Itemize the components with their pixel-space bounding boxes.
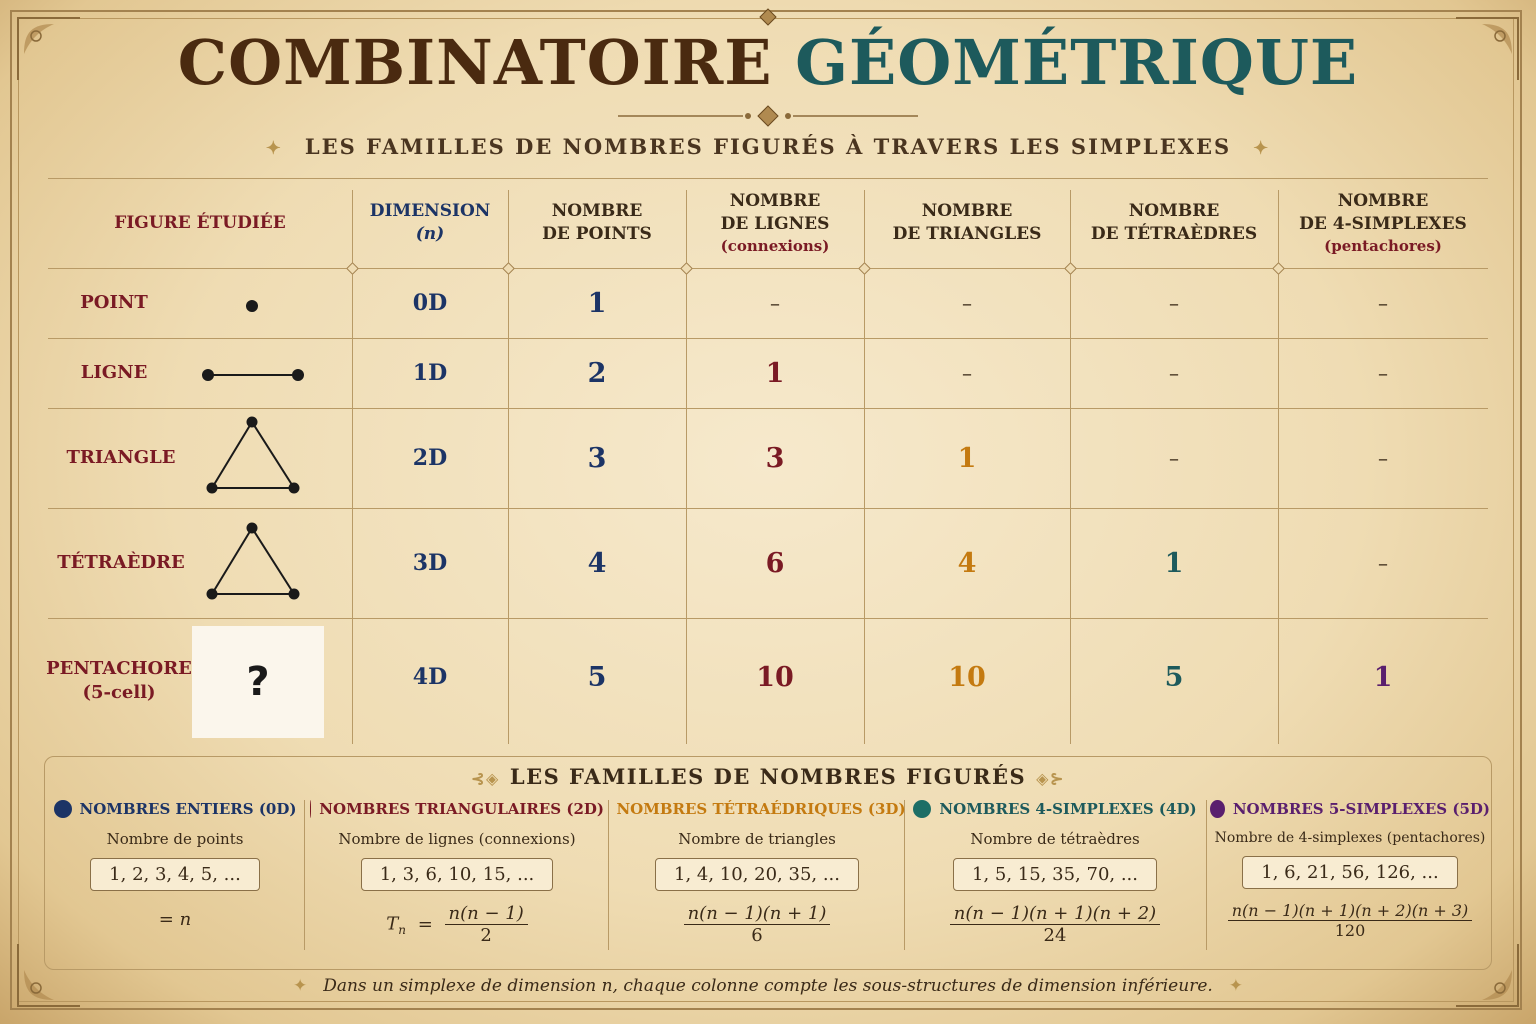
dimension-value: 0D	[412, 290, 448, 316]
family-description: Nombre de points	[106, 830, 244, 848]
header-dimension-var: (n)	[415, 224, 445, 244]
formula-denominator: 24	[1043, 925, 1067, 946]
footer-note	[0, 976, 1536, 996]
tetraedres-value: –	[1169, 291, 1179, 315]
families-title-text: LES FAMILLES DE NOMBRES FIGURÉS	[509, 764, 1027, 789]
triangle-icon	[190, 412, 320, 502]
formula-numerator: n(n − 1)	[445, 903, 528, 925]
formula-numerator: n(n − 1)(n + 1)(n + 2)	[950, 903, 1160, 925]
star-ornament-icon: ✦	[292, 976, 308, 996]
header-triangles	[864, 178, 1070, 268]
family-formula	[612, 903, 902, 946]
figure-name: TÉTRAÈDRE	[57, 551, 185, 573]
family-5-simplexes	[1210, 800, 1490, 960]
tetrahedron-icon	[190, 516, 320, 610]
points-value: 1	[587, 287, 607, 319]
lignes-value: 10	[756, 661, 794, 693]
formula-subscript: n	[398, 923, 406, 938]
family-formula	[310, 903, 604, 946]
title-part-2: GÉOMÉTRIQUE	[795, 26, 1359, 99]
family-triangulaires	[310, 800, 604, 960]
triangles-value: 10	[948, 661, 986, 693]
family-description: Nombre de tétraèdres	[970, 830, 1140, 848]
lignes-value: –	[770, 291, 780, 315]
red-dot-icon	[310, 800, 311, 818]
header-dimension-label: DIMENSION	[369, 201, 491, 222]
family-description: Nombre de 4-simplexes (pentachores)	[1214, 830, 1486, 846]
simplexes-value: –	[1378, 291, 1388, 315]
star-ornament-icon: ✦	[265, 138, 283, 159]
dimension-value: 1D	[412, 360, 448, 386]
points-value: 5	[587, 661, 607, 693]
header-lignes	[686, 178, 864, 268]
simplexes-value: –	[1378, 446, 1388, 470]
subtitle	[0, 134, 1536, 159]
points-value: 2	[587, 357, 607, 389]
subtitle-text: LES FAMILLES DE NOMBRES FIGURÉS À TRAVERS LES SIMPLEXES	[304, 134, 1232, 159]
family-sequence: 1, 6, 21, 56, 126, ...	[1242, 856, 1457, 889]
header-simplex-l3: (pentachores)	[1324, 236, 1442, 255]
header-lignes-l1: NOMBRE	[729, 190, 821, 211]
question-mark-icon: ?	[246, 659, 270, 705]
page-title	[0, 26, 1536, 99]
header-points-l2: DE POINTS	[542, 224, 652, 244]
header-figure	[48, 178, 352, 268]
purple-dot-icon	[1210, 800, 1225, 818]
family-sequence: 1, 5, 15, 35, 70, ...	[953, 858, 1157, 891]
family-formula	[1210, 901, 1490, 940]
tetraedres-value: 5	[1164, 661, 1184, 693]
row-figure-name	[48, 268, 180, 338]
points-value: 4	[587, 547, 607, 579]
lignes-value: 1	[765, 357, 785, 389]
figure-name: PENTACHORE	[46, 657, 192, 679]
tetraedres-value: 1	[1164, 547, 1184, 579]
family-4-simplexes	[908, 800, 1202, 960]
star-ornament-icon: ✦	[1253, 138, 1271, 159]
family-header	[1210, 800, 1490, 818]
title-divider-ornament-icon	[618, 104, 918, 128]
family-title: NOMBRES 4-SIMPLEXES (4D)	[939, 800, 1197, 818]
figure-name: LIGNE	[80, 361, 148, 383]
header-simplexes	[1278, 178, 1488, 268]
footer-text: Dans un simplexe de dimension n, chaque colonne compte les sous-structures de dimension inférieure.	[323, 976, 1213, 996]
header-points-l1: NOMBRE	[551, 201, 643, 222]
family-sequence: 1, 3, 6, 10, 15, ...	[361, 858, 554, 891]
ornament-icon: ⊰◈	[471, 769, 500, 788]
family-entiers	[50, 800, 300, 960]
header-simplex-l2: DE 4-SIMPLEXES	[1299, 213, 1467, 234]
family-formula	[908, 903, 1202, 946]
row-figure-name	[48, 338, 180, 408]
dimension-value: 4D	[412, 664, 448, 690]
simplexes-value: 1	[1373, 661, 1393, 693]
header-tetraedres	[1070, 178, 1278, 268]
header-points	[508, 178, 686, 268]
row-figure-name	[48, 618, 190, 744]
top-ornament-icon	[756, 8, 780, 26]
triangles-value: 4	[957, 547, 977, 579]
header-tetra-l2: DE TÉTRAÈDRES	[1090, 224, 1258, 244]
simplexes-value: –	[1378, 361, 1388, 385]
tetraedres-value: –	[1169, 361, 1179, 385]
title-part-1: COMBINATOIRE	[177, 26, 773, 99]
family-title: NOMBRES TRIANGULAIRES (2D)	[319, 800, 604, 818]
family-tetraedriques	[612, 800, 906, 960]
lignes-value: 6	[765, 547, 785, 579]
triangles-value: 1	[957, 442, 977, 474]
header-triangles-l1: NOMBRE	[921, 201, 1013, 222]
tetraedres-value: –	[1169, 446, 1179, 470]
header-simplex-l1: NOMBRE	[1337, 190, 1429, 211]
formula-numerator: n(n − 1)(n + 1)	[684, 903, 831, 925]
header-tetra-l1: NOMBRE	[1128, 201, 1220, 222]
figure-name-secondary: (5-cell)	[82, 682, 156, 703]
header-triangles-l2: DE TRIANGLES	[892, 224, 1042, 244]
family-sequence: 1, 4, 10, 20, 35, ...	[655, 858, 859, 891]
header-lignes-l2: DE LIGNES	[720, 213, 830, 234]
blue-dot-icon	[54, 800, 72, 818]
family-divider	[1206, 800, 1207, 950]
figure-name: POINT	[80, 291, 148, 313]
family-divider	[608, 800, 609, 950]
family-header	[50, 800, 300, 818]
ornament-icon: ◈⊱	[1036, 769, 1065, 788]
family-formula: = n	[158, 909, 192, 930]
figure-name: TRIANGLE	[66, 446, 176, 468]
family-header	[310, 800, 604, 818]
family-sequence: 1, 2, 3, 4, 5, ...	[90, 858, 260, 891]
teal-dot-icon	[913, 800, 931, 818]
formula-denominator: 2	[480, 925, 492, 946]
triangles-value: –	[962, 361, 972, 385]
family-title: NOMBRES 5-SIMPLEXES (5D)	[1232, 800, 1490, 818]
family-description: Nombre de lignes (connexions)	[338, 830, 576, 848]
formula-lhs: T	[386, 913, 399, 935]
family-divider	[904, 800, 905, 950]
formula-numerator: n(n − 1)(n + 1)(n + 2)(n + 3)	[1228, 901, 1473, 921]
family-title: NOMBRES ENTIERS (0D)	[79, 800, 297, 818]
dimension-value: 3D	[412, 550, 448, 576]
star-ornament-icon: ✦	[1228, 976, 1244, 996]
segment-icon	[190, 350, 320, 400]
formula-denominator: 120	[1334, 921, 1366, 940]
family-header	[612, 800, 906, 818]
header-lignes-l3: (connexions)	[720, 236, 830, 255]
family-divider	[304, 800, 305, 950]
dimension-value: 2D	[412, 445, 448, 471]
triangles-value: –	[962, 291, 972, 315]
formula-denominator: 6	[751, 925, 763, 946]
formula-equals: =	[417, 913, 433, 935]
points-value: 3	[587, 442, 607, 474]
header-dimension	[352, 178, 508, 268]
point-icon	[190, 278, 320, 328]
family-description: Nombre de triangles	[678, 830, 836, 848]
row-figure-name	[48, 408, 194, 508]
lignes-value: 3	[765, 442, 785, 474]
family-header	[908, 800, 1202, 818]
header-figure-label: FIGURE ÉTUDIÉE	[114, 212, 286, 233]
row-figure-name	[48, 508, 194, 618]
families-title	[0, 764, 1536, 789]
family-title: NOMBRES TÉTRAÉDRIQUES (3D)	[616, 800, 906, 818]
simplexes-value: –	[1378, 551, 1388, 575]
